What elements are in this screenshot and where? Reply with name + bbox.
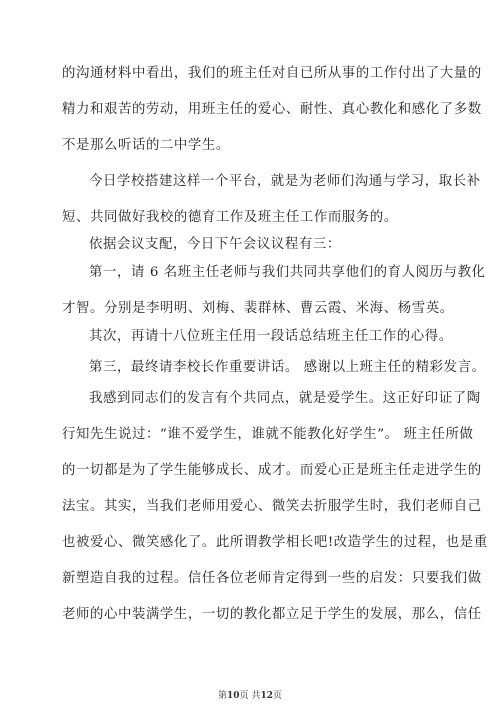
paragraph-7-line-4: 法宝。其实，当我们老师用爱心、微笑去折服学生时，我们老师自己 bbox=[62, 499, 482, 514]
paragraph-7-line-7: 老师的心中装满学生，一切的教化都立足于学生的发展，那么，信任 bbox=[62, 607, 482, 622]
footer-mid: 页 共 bbox=[239, 691, 261, 701]
footer-suffix: 页 bbox=[272, 691, 282, 701]
paragraph-6-line-1: 第三，最终请李校长作重要讲话。 感谢以上班主任的精彩发言。 bbox=[89, 360, 486, 375]
paragraph-5-line-1: 其次，再请十八位班主任用一段话总结班主任工作的心得。 bbox=[89, 329, 453, 344]
paragraph-4-line-2: 才智。分别是李明明、刘梅、裴群林、曹云霞、米海、杨雪英。 bbox=[62, 301, 454, 316]
paragraph-4-line-1: 第一，请 6 名班主任老师与我们共同共享他们的育人阅历与教化 bbox=[89, 265, 486, 280]
paragraph-2-line-1: 今日学校搭建这样一个平台，就是为老师们沟通与学习，取长补 bbox=[89, 174, 481, 189]
paragraph-1-line-1: 的沟通材料中看出，我们的班主任对自已所从事的工作付出了大量的 bbox=[62, 66, 482, 81]
footer-prefix: 第 bbox=[218, 691, 228, 701]
total-page-count: 12 bbox=[260, 691, 273, 701]
paragraph-3-line-1: 依据会议支配，今日下午会议议程有三： bbox=[89, 237, 341, 252]
current-page-number: 10 bbox=[227, 691, 240, 701]
paragraph-7-line-6: 新塑造自我的过程。信任各位老师肯定得到一些的启发：只要我们做 bbox=[62, 571, 482, 586]
page-footer bbox=[0, 688, 500, 701]
paragraph-1-line-3: 不是那么听话的二中学生。 bbox=[62, 138, 230, 153]
paragraph-7-line-5: 也被爱心、微笑感化了。此所谓教学相长吧!改造学生的过程，也是重 bbox=[62, 535, 488, 550]
paragraph-7-line-3: 的一切都是为了学生能够成长、成才。而爱心正是班主任走进学生的 bbox=[62, 463, 482, 478]
paragraph-7-line-2: 行知先生说过：“谁不爱学生，谁就不能教化好学生”。 班主任所做 bbox=[62, 427, 474, 442]
paragraph-7-line-1: 我感到同志们的发言有个共同点，就是爱学生。这正好印证了陶 bbox=[89, 391, 481, 406]
paragraph-1-line-2: 精力和艰苦的劳动，用班主任的爱心、耐性、真心教化和感化了多数 bbox=[62, 102, 482, 117]
paragraph-2-line-2: 短、共同做好我校的德育工作及班主任工作而服务的。 bbox=[62, 210, 398, 225]
